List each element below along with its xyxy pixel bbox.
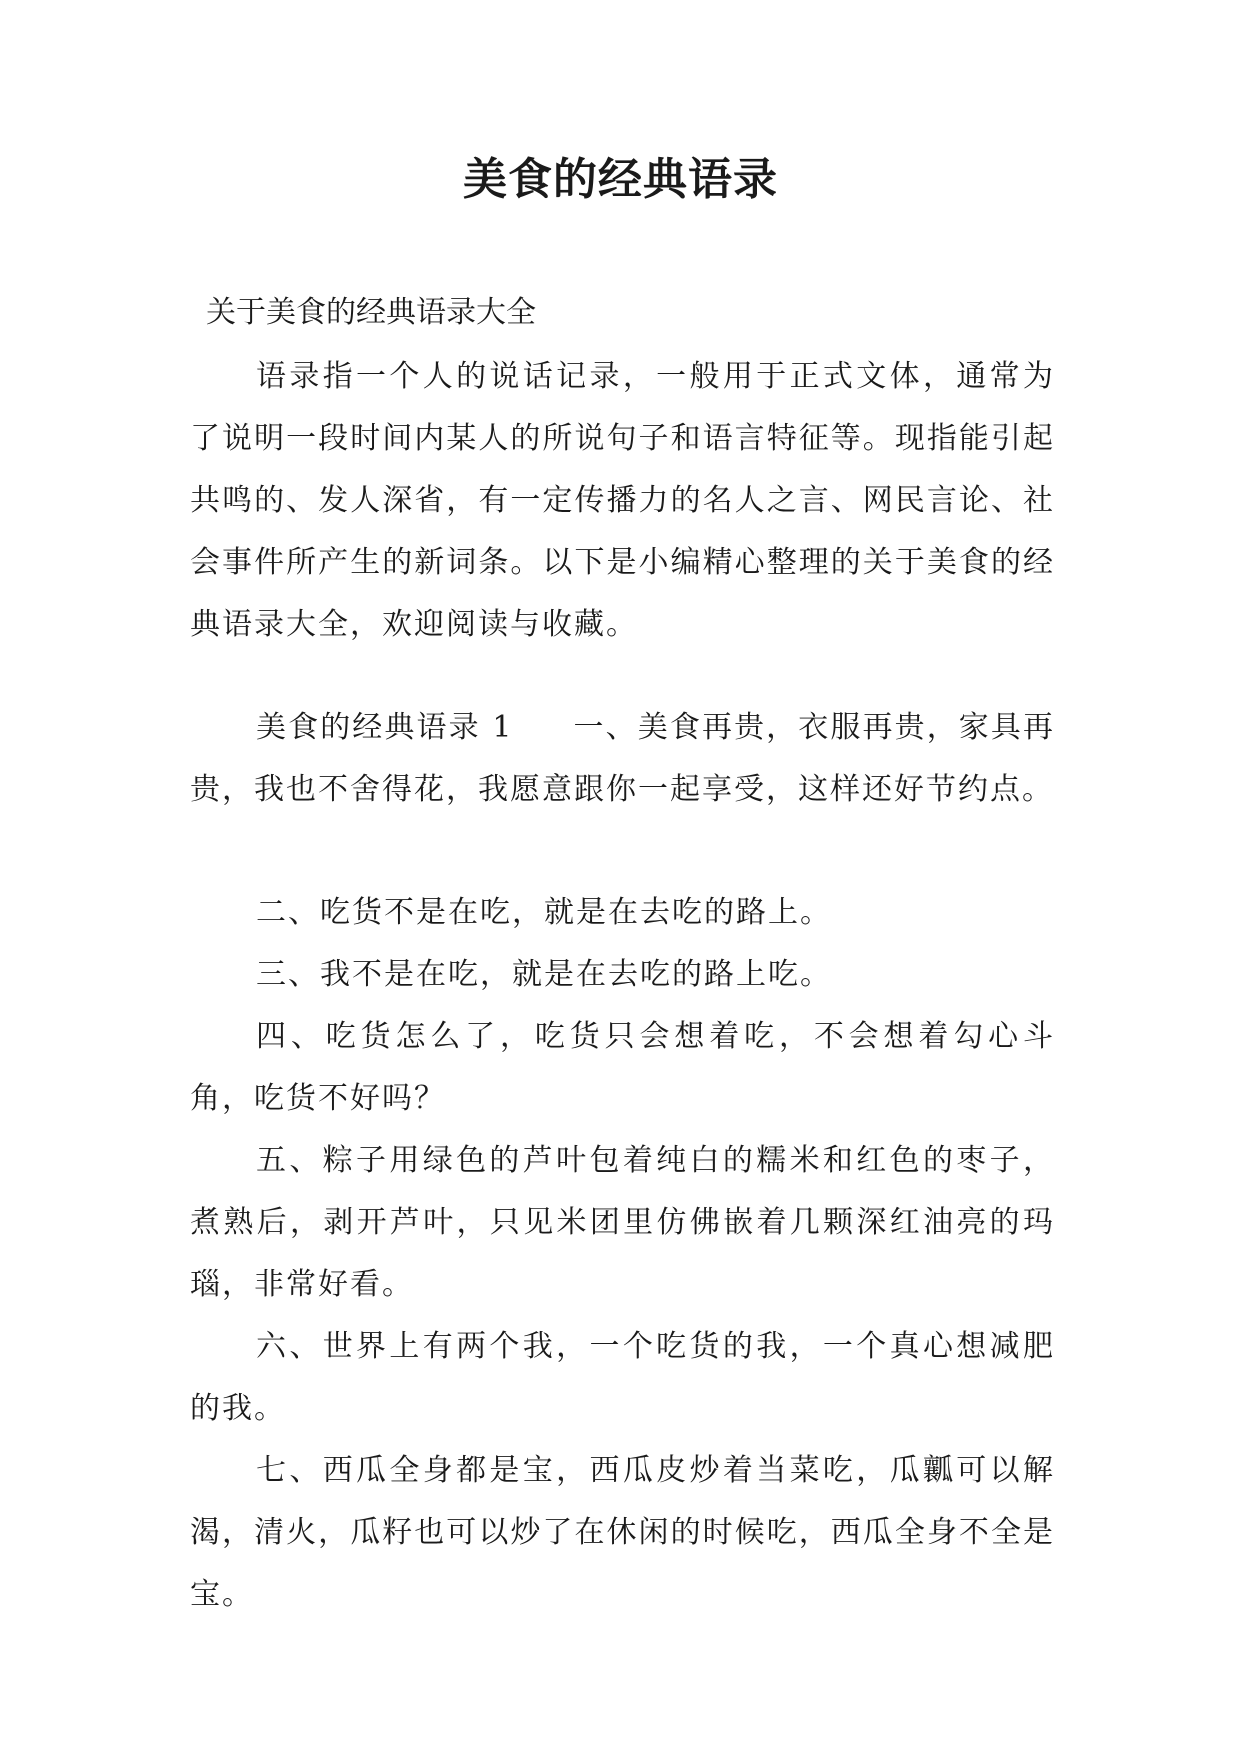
quote-paragraph-4: 四、吃货怎么了，吃货只会想着吃，不会想着勾心斗角，吃货不好吗？ — [190, 1019, 1055, 1116]
quote-paragraph-7: 七、西瓜全身都是宝，西瓜皮炒着当菜吃，瓜瓤可以解渴，清火，瓜籽也可以炒了在休闲的时候吃，西瓜全身不全是宝。 — [190, 1453, 1055, 1612]
quote-paragraph-3: 三、我不是在吃，就是在去吃的路上吃。 — [256, 957, 832, 992]
section-heading: 美食的经典语录 1 — [256, 710, 514, 745]
quote-paragraph-2: 二、吃货不是在吃，就是在去吃的路上。 — [256, 895, 832, 930]
quote-paragraph-5: 五、粽子用绿色的芦叶包着纯白的糯米和红色的枣子，煮熟后，剥开芦叶，只见米团里仿佛嵌着几颗深红油亮的玛瑙，非常好看。 — [190, 1143, 1055, 1302]
document-subtitle: 关于美食的经典语录大全 — [206, 295, 536, 330]
quote-paragraph-6: 六、世界上有两个我，一个吃货的我，一个真心想减肥的我。 — [190, 1329, 1055, 1426]
document-title: 美食的经典语录 — [463, 154, 778, 205]
quote-paragraph-1 — [190, 697, 1055, 821]
intro-paragraph: 语录指一个人的说话记录，一般用于正式文体，通常为了说明一段时间内某人的所说句子和语言特征等。现指能引起共鸣的、发人深省，有一定传播力的名人之言、网民言论、社会事件所产生的新词条。以下是小编精心整理的关于美食的经典语录大全，欢迎阅读与收藏。 — [190, 359, 1055, 642]
quote-text: 一、美食再贵，衣服再贵，家具再贵，我也不舍得花，我愿意跟你一起享受，这样还好节约点。 — [190, 710, 1056, 807]
